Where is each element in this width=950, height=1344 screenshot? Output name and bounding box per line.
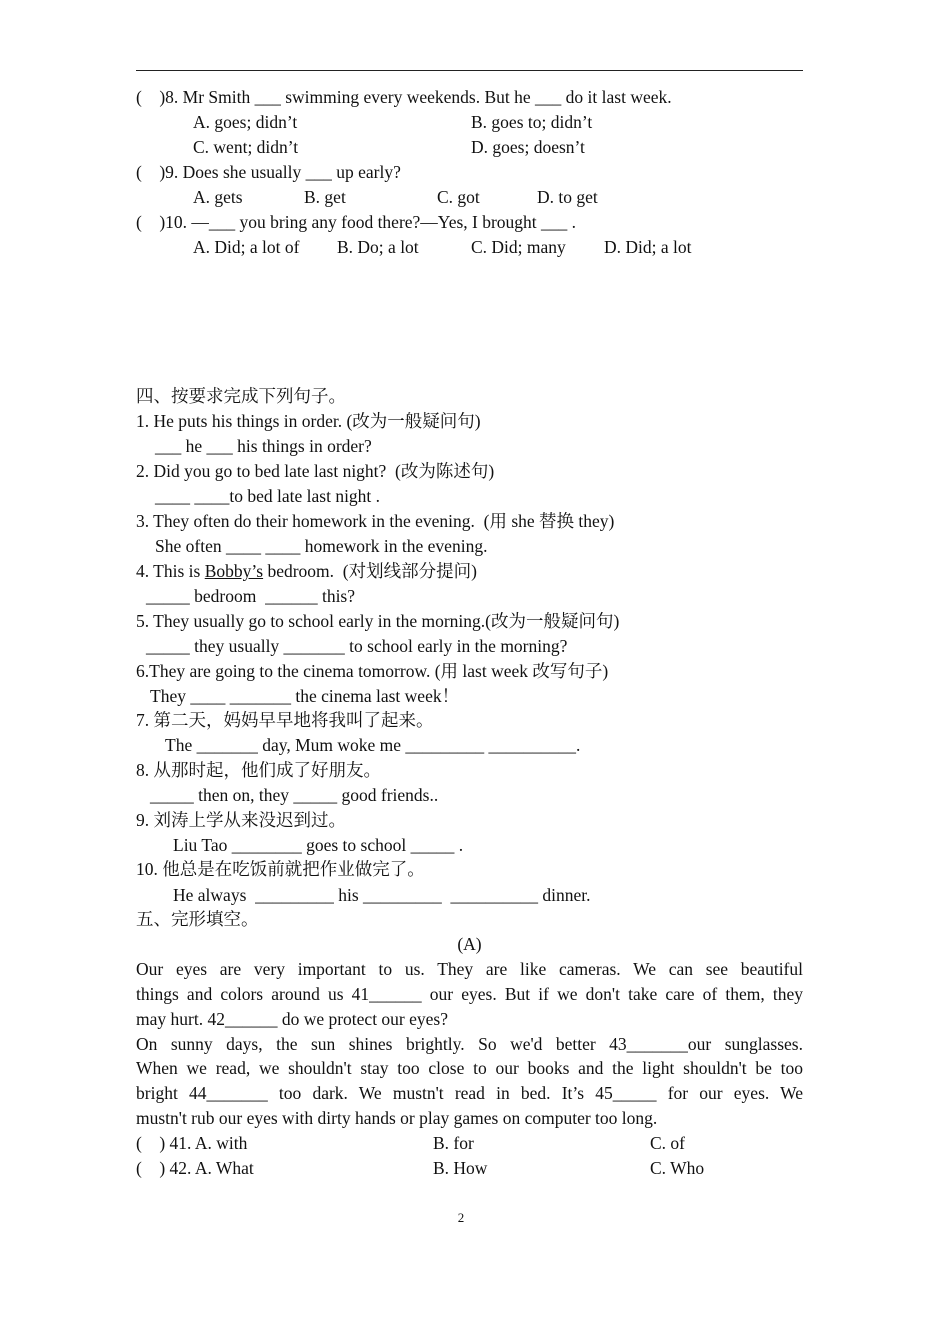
question-9-stem: ( )9. Does she usually ___ up early?	[136, 162, 401, 182]
s4-item-8-question: 8. 从那时起，他们成了好朋友。	[136, 760, 381, 780]
s4-item-4-answer: _____ bedroom ______ this?	[146, 586, 356, 606]
question-9-option-a: A. gets	[193, 187, 243, 207]
page-number: 2	[457, 1210, 465, 1225]
question-10-option-c: C. Did; many	[471, 237, 566, 257]
s4-item-10-question: 10. 他总是在吃饭前就把作业做完了。	[136, 859, 425, 879]
cloze-q41-stem: ( ) 41. A. with	[136, 1133, 248, 1153]
section-4-heading: 四、按要求完成下列句子。	[136, 386, 346, 406]
cloze-q42-option-c: C. Who	[650, 1158, 705, 1178]
cloze-para1-line3: may hurt. 42______ do we protect our eyes?	[136, 1009, 449, 1029]
cloze-para2-line3: bright 44_______ too dark. We mustn't read in bed. It’s 45_____ for our eyes. We	[136, 1083, 803, 1103]
question-9-option-b: B. get	[304, 187, 346, 207]
cloze-q41-option-b: B. for	[433, 1133, 474, 1153]
s4-item-4-question-pre: 4. This is	[136, 561, 205, 581]
s4-item-2-question: 2. Did you go to bed late last night? (改为陈述句)	[136, 461, 495, 481]
question-10-stem: ( )10. —___ you bring any food there?—Yes, I brought ___ .	[136, 212, 577, 232]
cloze-q42-option-b: B. How	[433, 1158, 488, 1178]
s4-item-7-question: 7. 第二天，妈妈早早地将我叫了起来。	[136, 710, 434, 730]
s4-item-4-question	[136, 560, 477, 582]
s4-item-3-question: 3. They often do their homework in the evening. (用 she 替换 they)	[136, 511, 615, 531]
question-9-option-c: C. got	[437, 187, 480, 207]
s4-item-9-answer: Liu Tao ________ goes to school _____ .	[173, 835, 464, 855]
s4-item-6-answer: They ____ _______ the cinema last week！	[150, 686, 460, 706]
question-9-option-d: D. to get	[537, 187, 598, 207]
question-8-option-a: A. goes; didn’t	[193, 112, 298, 132]
s4-item-10-answer: He always _________ his _________ __________ dinner.	[173, 885, 591, 905]
cloze-para1-line2: things and colors around us 41______ our eyes. But if we don't take care of them, they	[136, 984, 803, 1004]
s4-item-3-answer: She often ____ ____ homework in the evening.	[155, 536, 488, 556]
header-rule	[136, 70, 803, 71]
s4-item-7-answer: The _______ day, Mum woke me _________ __________.	[165, 735, 581, 755]
s4-item-4-question-post: bedroom. (对划线部分提问)	[263, 561, 477, 581]
s4-item-8-answer: _____ then on, they _____ good friends..	[150, 785, 439, 805]
s4-item-1-question: 1. He puts his things in order. (改为一般疑问句)	[136, 411, 481, 431]
cloze-q42-stem: ( ) 42. A. What	[136, 1158, 254, 1178]
question-8-option-b: B. goes to; didn’t	[471, 112, 593, 132]
cloze-para2-line2: When we read, we shouldn't stay too close to our books and the light shouldn't be too	[136, 1058, 803, 1078]
question-10-option-a: A. Did; a lot of	[193, 237, 300, 257]
question-10-option-b: B. Do; a lot	[337, 237, 419, 257]
s4-item-5-answer: _____ they usually _______ to school early in the morning?	[146, 636, 568, 656]
cloze-part-label: (A)	[457, 934, 482, 954]
s4-item-9-question: 9. 刘涛上学从来没迟到过。	[136, 810, 346, 830]
question-8-option-c: C. went; didn’t	[193, 137, 299, 157]
question-8-stem: ( )8. Mr Smith ___ swimming every weekends. But he ___ do it last week.	[136, 87, 672, 107]
s4-item-5-question: 5. They usually go to school early in the morning.(改为一般疑问句)	[136, 611, 620, 631]
s4-item-6-question: 6.They are going to the cinema tomorrow. (用 last week 改写句子)	[136, 661, 609, 681]
cloze-para2-line1: On sunny days, the sun shines brightly. So we'd better 43_______our sunglasses.	[136, 1034, 803, 1054]
s4-item-2-answer: ____ ____to bed late last night .	[155, 486, 381, 506]
cloze-q41-option-c: C. of	[650, 1133, 685, 1153]
section-5-heading: 五、完形填空。	[136, 909, 259, 929]
question-8-option-d: D. goes; doesn’t	[471, 137, 585, 157]
cloze-para2-line4: mustn't rub our eyes with dirty hands or play games on computer too long.	[136, 1108, 658, 1128]
question-10-option-d: D. Did; a lot	[604, 237, 692, 257]
cloze-para1-line1: Our eyes are very important to us. They are like cameras. We can see beautiful	[136, 959, 803, 979]
s4-item-1-answer: ___ he ___ his things in order?	[155, 436, 372, 456]
s4-item-4-underlined-word: Bobby’s	[204, 561, 264, 581]
